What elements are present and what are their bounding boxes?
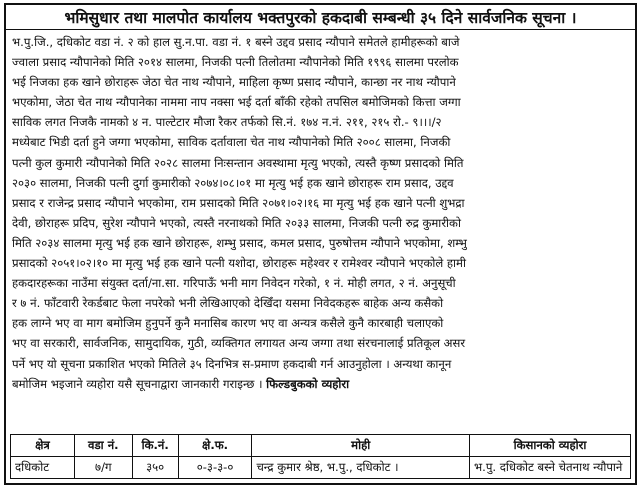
notice-closing-text: बमोजिम भइजाने व्यहोरा यसै सूचनाद्वारा जानकारी गराइन्छ । bbox=[12, 376, 267, 391]
cell-plot-number: ३५० bbox=[132, 457, 178, 479]
notice-line: ज्वाला प्रसाद न्यौपानेको मिति २०१४ सालमा, निजकी पत्नी तिलोतमा न्यौपानेको मिति १९९६ सालमा परलोक bbox=[12, 55, 459, 70]
notice-line: हकदारहरूका नाउँमा संयुक्त दर्ता/ना.सा. गरिपाऊँ भनी माग निवेदन गरेको, १ नं. मोही लगत, २ नं. अनुसूची bbox=[12, 276, 456, 291]
header-plot-number: कि.नं. bbox=[132, 435, 178, 457]
notice-line: प्रसाद र राजेन्द्र प्रसाद न्यौपाने भएकोमा, राम प्रसादको मिति २०७१।०२।१६ मा मृत्यु भई हक खाने पत्नी शुभद्रा bbox=[12, 195, 465, 210]
cell-farmer-details: भ.पु. दधिकोट बस्ने चेतनाथ न्यौपाने bbox=[469, 457, 630, 479]
notice-line: भए वा सरकारी, सार्वजनिक, सामुदायिक, गुठी, व्यक्तिगत लगायत अन्य जग्गा तथा संरचनालाई प्रतिकूल असर bbox=[12, 336, 466, 351]
land-record-table bbox=[10, 434, 631, 479]
table-header-row bbox=[11, 435, 631, 457]
notice-line: मिति २०३४ सालमा मृत्यु भई हक खाने छोराहरू, शम्भु प्रसाद, कमल प्रसाद, पुरुषोत्तम न्यौपाने भएकोमा, शम्भु bbox=[12, 235, 467, 250]
notice-title: भमिसुधार तथा मालपोत कार्यालय भक्तपुरको हकदाबी सम्बन्धी ३५ दिने सार्वजनिक सूचना । bbox=[6, 5, 635, 30]
notice-line: २०३० सालमा, निजकी पत्नी दुर्गा कुमारीको २०७४।०८।०१ मा मृत्यु भई हक खाने छोराहरू राम प्रसाद, उद्दव bbox=[12, 175, 454, 190]
public-notice bbox=[4, 3, 637, 485]
cell-area: दधिकोट bbox=[11, 457, 75, 479]
notice-line: भई निजका हक खाने छोराहरू जेठा चेत नाथ न्यौपाने, माहिला कृष्ण प्रसाद न्यौपाने, कान्छा नर नाथ न्यौपाने bbox=[12, 75, 456, 90]
fieldbook-heading: फिल्डबुकको व्यहोरा bbox=[266, 376, 350, 391]
notice-line: पत्नी कुल कुमारी न्यौपानेको मिति २०२८ सालमा निःसन्तान अवस्थामा मृत्यु भएको, त्यस्तै कृष्ण प्रसादको मिति bbox=[12, 155, 464, 170]
notice-line: मध्येबाट भिडी दर्ता हुने जग्गा भएकोमा, साविक दर्तावाला चेत नाथ न्यौपानेको मिति २००८ सालमा, निजकी bbox=[12, 135, 451, 150]
header-area: क्षेत्र bbox=[11, 435, 75, 457]
header-ward: वडा नं. bbox=[74, 435, 132, 457]
notice-line: पर्ने भए यो सूचना प्रकाशित भएको मितिले ३५ दिनभित्र स-प्रमाण हकदाबी गर्न आउनुहोला । अन्यथा कानून bbox=[12, 356, 452, 371]
notice-line: देवी, छोराहरू प्रदिप, सुरेश न्यौपाने भएको, त्यस्तै नरनाथको मिति २०३३ सालमा, निजकी पत्नी रुद्र कुमारीको bbox=[12, 215, 461, 230]
notice-line: साविक लगत निजकै नामको ४ न. पाल्टेटार मौजा रैकर तर्फको सि.नं. १७४ न.नं. २११, २१५ रो.- ९।।।/२ bbox=[12, 115, 442, 130]
notice-line: भ.पु.जि., दधिकोट वडा नं. २ को हाल सु.न.पा. वडा नं. १ बस्ने उद्दव प्रसाद न्यौपाने समेतले हामीहरूको बाजे bbox=[12, 35, 460, 49]
notice-body bbox=[6, 30, 635, 394]
cell-tenant: चन्द्र कुमार श्रेष्ठ, भ.पु., दधिकोट । bbox=[252, 457, 470, 479]
notice-last-line bbox=[12, 374, 629, 394]
header-land-area: क्षे.फ. bbox=[178, 435, 252, 457]
notice-line: हक लाग्ने भए वा माग बमोजिम हुनुपर्ने कुनै मनासिब कारण भए वा अन्यत्र कसैले कुनै कारबाही चलाएको bbox=[12, 316, 444, 331]
cell-ward: ७/ग bbox=[74, 457, 132, 479]
table-row bbox=[11, 457, 631, 479]
header-tenant: मोही bbox=[252, 435, 470, 457]
cell-land-area: ०-३-३-० bbox=[178, 457, 252, 479]
header-farmer-details: किसानको व्यहोरा bbox=[469, 435, 630, 457]
notice-line: भएकोमा, जेठा चेत नाथ न्यौपानेका नाममा नाप नक्सा भई दर्ता बाँकी रहेको तपसिल बमोजिमको कित्ता जग्गा bbox=[12, 95, 461, 110]
notice-line: र ७ नं. फाँटवारी रेकर्डबाट फेला नपरेको भनी लेखिआएको देखिँदा यसमा निवेदकहरू बाहेक अन्य कसैको bbox=[12, 296, 444, 311]
notice-line: प्रसादको २०५१।०२।१० मा मृत्यु भई हक खाने पत्नी यशोदा, छोराहरू महेश्वर र रामेश्वर न्यौपाने भएकोले हामी bbox=[12, 256, 466, 271]
